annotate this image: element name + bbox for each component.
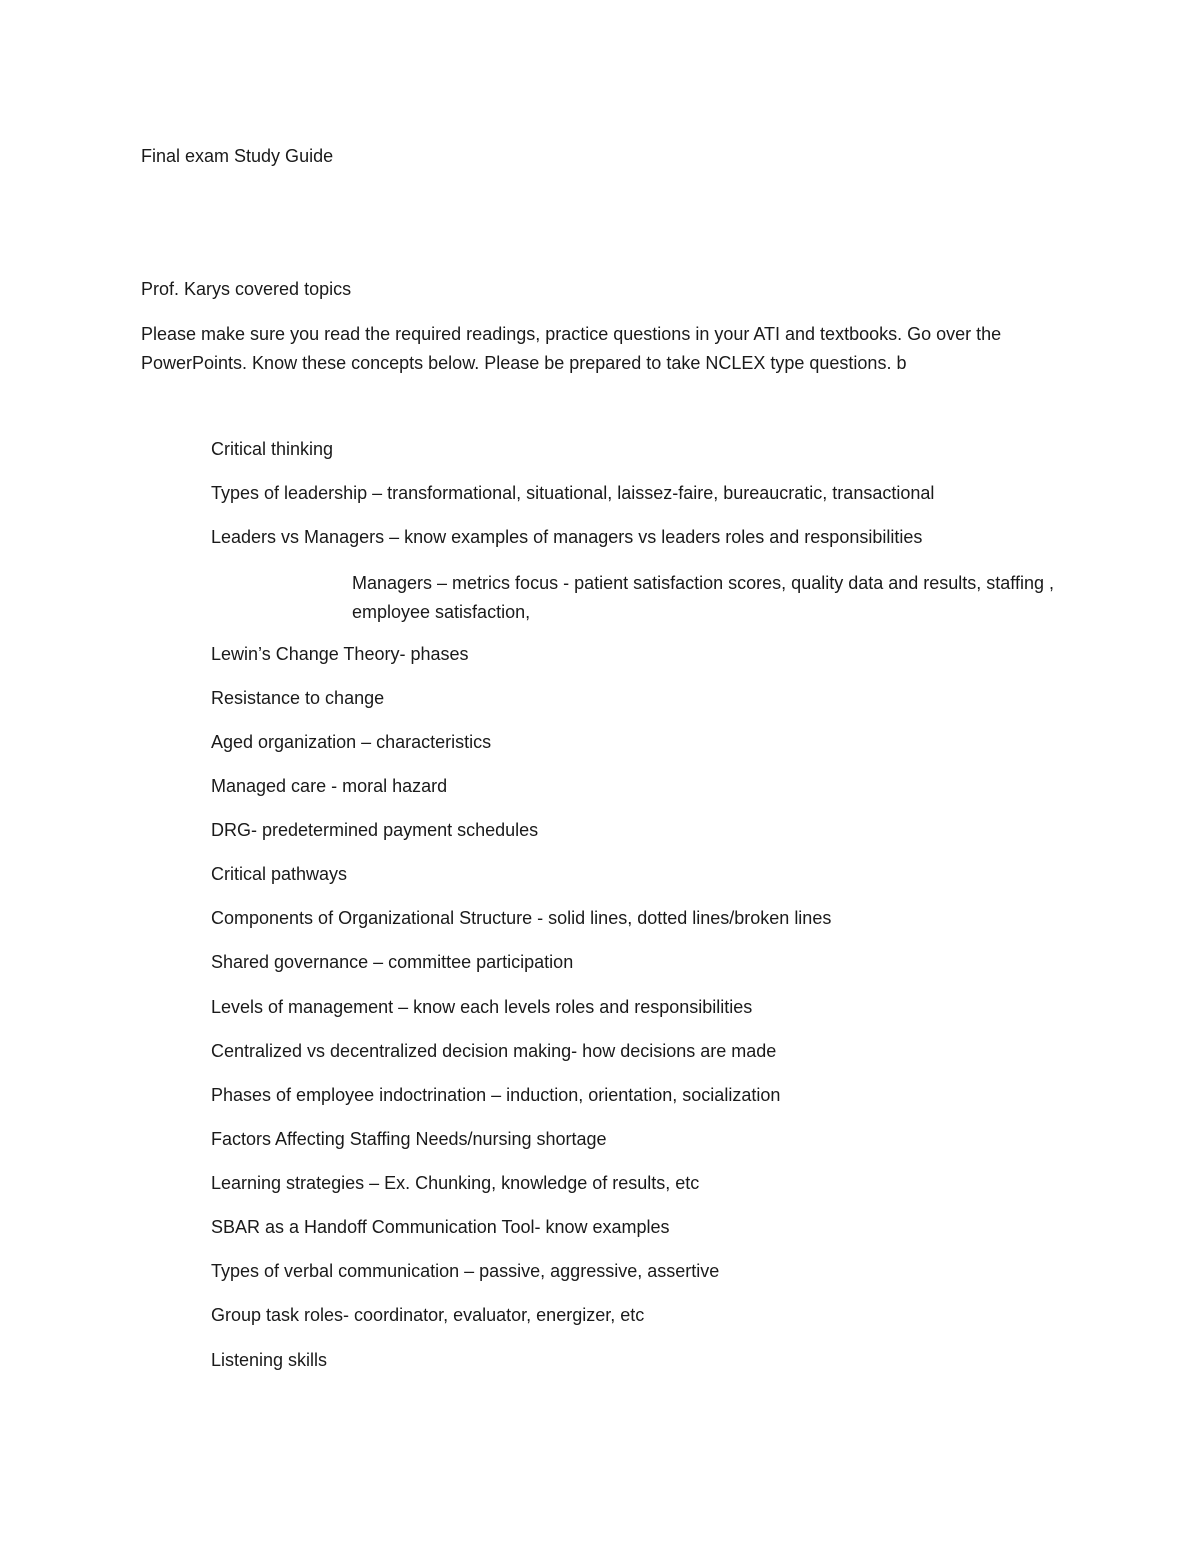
list-item: Types of verbal communication – passive, aggressive, assertive [211,1261,720,1281]
list-item: Learning strategies – Ex. Chunking, knowledge of results, etc [211,1173,700,1193]
list-item: Components of Organizational Structure - solid lines, dotted lines/broken lines [211,908,832,928]
list-item: DRG- predetermined payment schedules [211,820,539,840]
list-item: Leaders vs Managers – know examples of managers vs leaders roles and responsibilities [211,527,923,547]
list-item: Levels of management – know each levels roles and responsibilities [211,997,753,1017]
list-item: Lewin’s Change Theory- phases [211,644,469,664]
list-item: Phases of employee indoctrination – induction, orientation, socialization [211,1085,781,1105]
managers-note: Managers – metrics focus - patient satisfaction scores, quality data and results, staffing , employee satisfaction, [352,573,1055,622]
page-title: Final exam Study Guide [141,146,334,166]
instructions-paragraph: Please make sure you read the required readings, practice questions in your ATI and textbooks. Go over the PowerPoints. Know these concepts below. Please be prepared to take NCLEX type questions. b [141,324,1002,373]
list-item: Critical pathways [211,864,348,884]
list-item: Group task roles- coordinator, evaluator, energizer, etc [211,1305,645,1325]
list-item: Shared governance – committee participation [211,952,574,972]
list-item: Types of leadership – transformational, situational, laissez-faire, bureaucratic, transactional [211,483,935,503]
list-item: Factors Affecting Staffing Needs/nursing shortage [211,1129,607,1149]
instructor-line: Prof. Karys covered topics [141,279,352,299]
list-item: Critical thinking [211,439,334,459]
list-item: Centralized vs decentralized decision making- how decisions are made [211,1041,777,1061]
list-item: Listening skills [211,1350,328,1370]
list-item: Aged organization – characteristics [211,732,492,752]
list-item: Managed care - moral hazard [211,776,448,796]
list-item: SBAR as a Handoff Communication Tool- know examples [211,1217,670,1237]
list-item: Resistance to change [211,688,385,708]
